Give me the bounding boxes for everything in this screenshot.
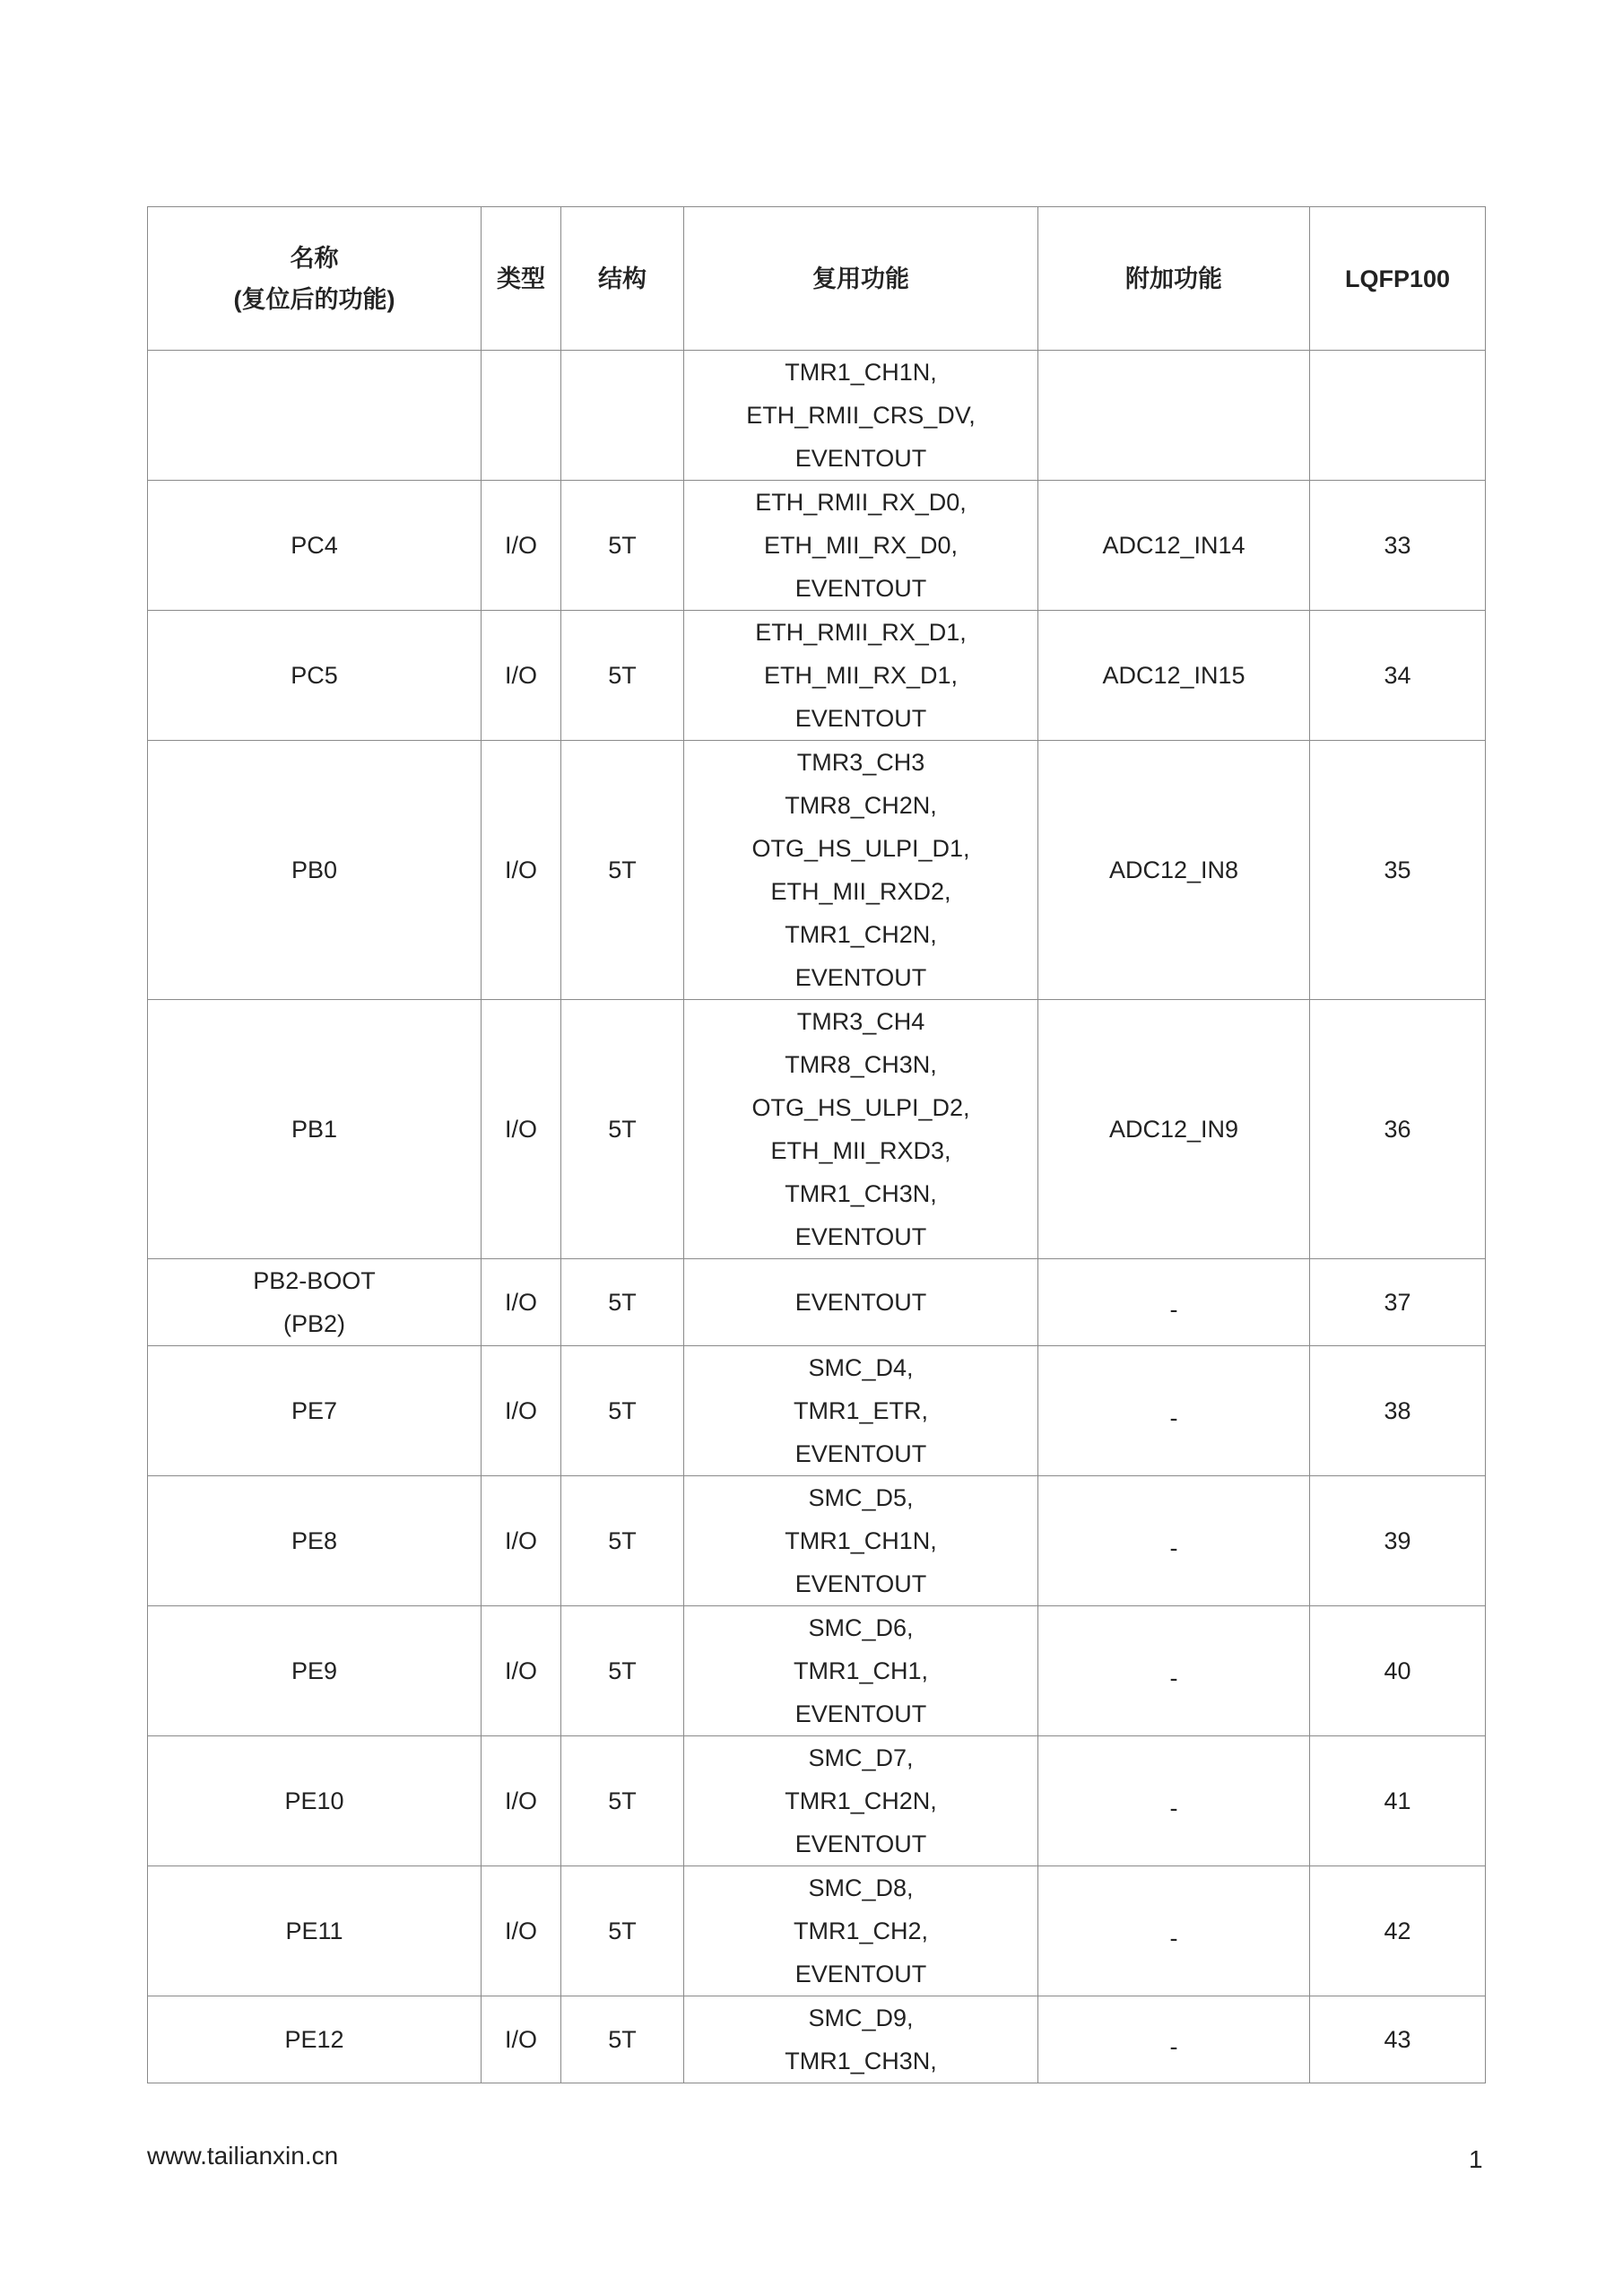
cell-type-text: I/O	[504, 532, 537, 559]
cell-pin-number	[1310, 1866, 1486, 1996]
cell-additional-functions-text: -	[1169, 1925, 1178, 1952]
cell-additional-functions-text: -	[1169, 1535, 1178, 1561]
cell-pin-name	[148, 1736, 482, 1866]
cell-pin-number-text: 41	[1384, 1787, 1411, 1814]
cell-type-text: I/O	[504, 2026, 537, 2053]
cell-type	[482, 1346, 561, 1476]
cell-structure	[561, 1346, 684, 1476]
cell-pin-name	[148, 741, 482, 1000]
cell-structure-text: 5T	[608, 1787, 637, 1814]
cell-pin-number	[1310, 481, 1486, 611]
cell-alternate-functions	[684, 1736, 1038, 1866]
cell-alternate-functions-text: SMC_D7, TMR1_CH2N, EVENTOUT	[785, 1744, 937, 1857]
header-type: 类型	[482, 207, 561, 351]
cell-alternate-functions-text: SMC_D9, TMR1_CH3N,	[785, 2005, 937, 2074]
cell-pin-name-text: PE12	[284, 2026, 344, 2053]
header-additional-functions: 附加功能	[1038, 207, 1310, 351]
cell-pin-name	[148, 611, 482, 741]
cell-pin-name-text: PE11	[285, 1918, 343, 1944]
cell-type-text: I/O	[504, 1527, 537, 1554]
cell-type-text: I/O	[504, 857, 537, 883]
cell-structure	[561, 1866, 684, 1996]
cell-structure	[561, 351, 684, 481]
cell-alternate-functions	[684, 1996, 1038, 2083]
table-row	[148, 741, 1486, 1000]
cell-additional-functions	[1038, 1346, 1310, 1476]
cell-type-text: I/O	[504, 1397, 537, 1424]
cell-pin-name-text: PB1	[291, 1116, 338, 1143]
cell-alternate-functions-text: SMC_D4, TMR1_ETR, EVENTOUT	[793, 1354, 929, 1467]
cell-pin-number	[1310, 611, 1486, 741]
table-row	[148, 1259, 1486, 1346]
cell-additional-functions	[1038, 1736, 1310, 1866]
cell-pin-name-text: PE10	[284, 1787, 344, 1814]
cell-additional-functions	[1038, 481, 1310, 611]
cell-alternate-functions-text: TMR3_CH3 TMR8_CH2N, OTG_HS_ULPI_D1, ETH_MII_RXD2, TMR1_CH2N, EVENTOUT	[751, 749, 970, 991]
cell-structure	[561, 1606, 684, 1736]
cell-alternate-functions-text: SMC_D5, TMR1_CH1N, EVENTOUT	[785, 1484, 937, 1597]
cell-pin-name-text: PB2-BOOT (PB2)	[253, 1267, 376, 1337]
cell-alternate-functions	[684, 481, 1038, 611]
cell-type-text: I/O	[504, 662, 537, 689]
cell-pin-name-text: PE9	[291, 1657, 338, 1684]
cell-structure-text: 5T	[608, 1918, 637, 1944]
cell-structure	[561, 611, 684, 741]
cell-structure-text: 5T	[608, 1397, 637, 1424]
cell-additional-functions-text: -	[1169, 1405, 1178, 1431]
cell-structure-text: 5T	[608, 857, 637, 883]
table-row	[148, 1606, 1486, 1736]
cell-additional-functions-text: -	[1169, 1296, 1178, 1323]
cell-additional-functions	[1038, 1866, 1310, 1996]
cell-structure-text: 5T	[608, 1289, 637, 1316]
table-header-row	[148, 207, 1486, 351]
cell-pin-number	[1310, 1996, 1486, 2083]
footer-website-url: www.tailianxin.cn	[147, 2142, 339, 2170]
cell-additional-functions	[1038, 741, 1310, 1000]
cell-alternate-functions	[684, 1476, 1038, 1606]
cell-alternate-functions-text: TMR3_CH4 TMR8_CH3N, OTG_HS_ULPI_D2, ETH_MII_RXD3, TMR1_CH3N, EVENTOUT	[751, 1008, 970, 1250]
cell-pin-number	[1310, 1476, 1486, 1606]
cell-pin-number-text: 39	[1384, 1527, 1411, 1554]
cell-type	[482, 1000, 561, 1259]
cell-alternate-functions-text: ETH_RMII_RX_D0, ETH_MII_RX_D0, EVENTOUT	[755, 489, 967, 602]
cell-pin-number	[1310, 1259, 1486, 1346]
cell-additional-functions-text: ADC12_IN9	[1108, 1116, 1239, 1143]
cell-structure-text: 5T	[608, 1527, 637, 1554]
cell-pin-name	[148, 1476, 482, 1606]
cell-pin-name	[148, 481, 482, 611]
cell-type	[482, 1606, 561, 1736]
cell-alternate-functions	[684, 1259, 1038, 1346]
cell-pin-number	[1310, 741, 1486, 1000]
cell-pin-name	[148, 1259, 482, 1346]
cell-pin-number	[1310, 1000, 1486, 1259]
cell-alternate-functions-text: SMC_D6, TMR1_CH1, EVENTOUT	[793, 1614, 929, 1727]
cell-type-text: I/O	[504, 1657, 537, 1684]
cell-pin-name-text: PC4	[291, 532, 338, 559]
cell-type-text: I/O	[504, 1787, 537, 1814]
cell-pin-number-text: 42	[1384, 1918, 1411, 1944]
header-name: 名称 (复位后的功能)	[148, 207, 482, 351]
cell-pin-name-text: PC5	[291, 662, 338, 689]
cell-pin-name	[148, 1866, 482, 1996]
cell-type	[482, 351, 561, 481]
page-number: 1	[1469, 2145, 1483, 2173]
cell-additional-functions	[1038, 1476, 1310, 1606]
cell-alternate-functions	[684, 1866, 1038, 1996]
cell-additional-functions	[1038, 1996, 1310, 2083]
cell-structure	[561, 741, 684, 1000]
cell-structure-text: 5T	[608, 532, 637, 559]
cell-structure-text: 5T	[608, 1116, 637, 1143]
cell-structure	[561, 1996, 684, 2083]
table-row	[148, 1346, 1486, 1476]
cell-additional-functions	[1038, 1000, 1310, 1259]
cell-pin-name	[148, 1000, 482, 1259]
cell-additional-functions	[1038, 351, 1310, 481]
cell-pin-number-text: 33	[1384, 532, 1411, 559]
header-lqfp100: LQFP100	[1310, 207, 1486, 351]
cell-additional-functions	[1038, 611, 1310, 741]
cell-alternate-functions-text: TMR1_CH1N, ETH_RMII_CRS_DV, EVENTOUT	[746, 359, 976, 472]
cell-type-text: I/O	[504, 1918, 537, 1944]
cell-pin-number-text: 43	[1384, 2026, 1411, 2053]
cell-pin-name	[148, 1996, 482, 2083]
cell-additional-functions-text: ADC12_IN15	[1102, 662, 1245, 689]
cell-additional-functions-text: -	[1169, 2033, 1178, 2060]
table-row	[148, 1996, 1486, 2083]
cell-structure	[561, 1259, 684, 1346]
cell-type	[482, 1259, 561, 1346]
cell-type	[482, 1996, 561, 2083]
cell-pin-number-text: 40	[1384, 1657, 1411, 1684]
table-row	[148, 1736, 1486, 1866]
cell-pin-name	[148, 1606, 482, 1736]
cell-alternate-functions-text: EVENTOUT	[794, 1289, 927, 1316]
cell-pin-number	[1310, 351, 1486, 481]
cell-additional-functions-text: ADC12_IN14	[1102, 532, 1245, 559]
cell-type	[482, 1866, 561, 1996]
cell-type	[482, 481, 561, 611]
cell-type	[482, 611, 561, 741]
cell-pin-number-text: 36	[1384, 1116, 1411, 1143]
table-row	[148, 1866, 1486, 1996]
cell-type	[482, 1476, 561, 1606]
cell-structure-text: 5T	[608, 2026, 637, 2053]
table-row	[148, 481, 1486, 611]
cell-alternate-functions	[684, 1000, 1038, 1259]
header-structure: 结构	[561, 207, 684, 351]
cell-alternate-functions	[684, 611, 1038, 741]
cell-pin-name-text: PB0	[291, 857, 338, 883]
cell-structure	[561, 1476, 684, 1606]
cell-additional-functions-text: ADC12_IN8	[1108, 857, 1239, 883]
cell-alternate-functions	[684, 1606, 1038, 1736]
cell-structure	[561, 481, 684, 611]
table-row	[148, 1476, 1486, 1606]
pin-definition-table	[147, 206, 1486, 2083]
cell-type-text: I/O	[504, 1289, 537, 1316]
cell-additional-functions-text: -	[1169, 1795, 1178, 1822]
cell-structure-text: 5T	[608, 662, 637, 689]
cell-structure-text: 5T	[608, 1657, 637, 1684]
cell-additional-functions-text: -	[1169, 1665, 1178, 1692]
header-alternate-functions: 复用功能	[684, 207, 1038, 351]
cell-pin-name	[148, 351, 482, 481]
cell-alternate-functions	[684, 741, 1038, 1000]
cell-alternate-functions	[684, 1346, 1038, 1476]
cell-pin-number	[1310, 1736, 1486, 1866]
cell-pin-number-text: 37	[1384, 1289, 1411, 1316]
cell-structure	[561, 1000, 684, 1259]
cell-additional-functions	[1038, 1259, 1310, 1346]
cell-pin-number	[1310, 1606, 1486, 1736]
table-row	[148, 1000, 1486, 1259]
cell-alternate-functions-text: SMC_D8, TMR1_CH2, EVENTOUT	[793, 1874, 929, 1987]
cell-pin-number-text: 35	[1384, 857, 1411, 883]
cell-pin-name-text: PE7	[291, 1397, 338, 1424]
cell-type	[482, 741, 561, 1000]
cell-additional-functions	[1038, 1606, 1310, 1736]
cell-pin-number-text: 34	[1384, 662, 1411, 689]
cell-alternate-functions-text: ETH_RMII_RX_D1, ETH_MII_RX_D1, EVENTOUT	[755, 619, 967, 732]
cell-pin-number-text: 38	[1384, 1397, 1411, 1424]
table-row	[148, 611, 1486, 741]
cell-alternate-functions	[684, 351, 1038, 481]
cell-pin-name-text: PE8	[291, 1527, 338, 1554]
cell-pin-name	[148, 1346, 482, 1476]
cell-type-text: I/O	[504, 1116, 537, 1143]
table-row	[148, 351, 1486, 481]
cell-type	[482, 1736, 561, 1866]
table-body	[148, 351, 1486, 2083]
cell-pin-number	[1310, 1346, 1486, 1476]
cell-structure	[561, 1736, 684, 1866]
